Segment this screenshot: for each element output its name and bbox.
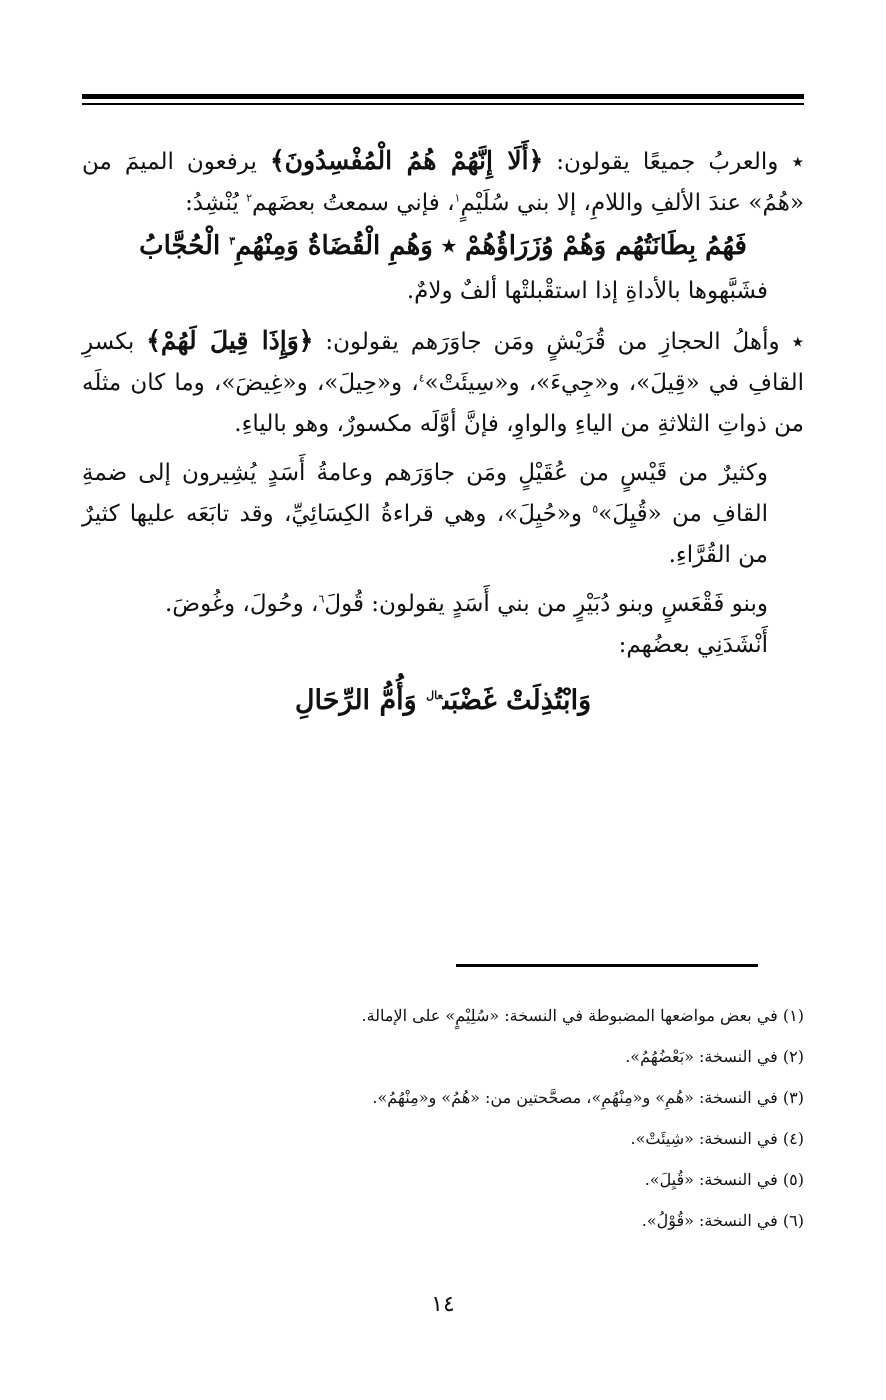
footnote-ref-4[interactable]: ٤	[418, 371, 425, 385]
verse-text: وَابْتُذِلَتْ غَضْبَى	[442, 685, 592, 716]
text-span: بكسرِ القافِ في «قِيلَ»، و«جِيءَ»، و«سِيئَتْ»	[82, 329, 804, 396]
footnote-separator	[456, 964, 758, 967]
text-span: وأهلُ الحجازِ من قُرَيْشٍ ومَن جاوَرَهم يقولون:	[313, 329, 792, 355]
poetry-verse-1	[82, 226, 804, 267]
footnote-ref-6[interactable]: ٦	[318, 592, 325, 606]
footnote-ref-5[interactable]: ٥	[592, 502, 599, 516]
paragraph-2: فشَبَّهوها بالأداةِ إذا استقْبلتْها ألفٌ ولامٌ.	[406, 278, 768, 304]
footnote-6: (٦) في النسخة: «قُوْلُ».	[641, 1211, 804, 1230]
footnote-1: (١) في بعض مواضعها المضبوطة في النسخة: «سُلِيْمٍ» على الإمالة.	[361, 1006, 804, 1025]
footnotes-section	[82, 995, 804, 1241]
text-span: وكثيرٌ من قَيْسٍ من عُقَيْلٍ ومَن جاوَرَهم وعامةُ أَسَدٍ يُشِيرون إلى ضمةِ القافِ من «قُيِلَ»	[82, 460, 768, 527]
paragraph-6: أَنْشَدَنِي بعضُهم:	[618, 632, 768, 658]
verse-marginal-note: عال	[426, 689, 443, 702]
footnote-4: (٤) في النسخة: «شِيئَتْ».	[630, 1129, 804, 1148]
text-span: يرفعون الميمَ من «هُمُ» عندَ الألفِ واللامِ، إلا بني سُلَيْمٍ	[82, 149, 804, 216]
quran-quote: ﴿وَإِذَا قِيلَ لَهُمْ﴾	[146, 326, 314, 355]
text-span: و«حُيِلَ»، وهي قراءةُ الكِسَائِيِّ، وقد تابَعَه عليها كثيرٌ من القُرَّاءِ.	[82, 501, 768, 568]
main-text	[82, 140, 804, 721]
footnote-ref-1[interactable]: ١	[454, 191, 461, 205]
star-marker: ٭	[791, 149, 804, 175]
text-span: يُنْشِدُ:	[185, 190, 247, 216]
footnote-2: (٢) في النسخة: «بَعْضُهُمُ».	[625, 1047, 804, 1066]
poetry-verse-2	[82, 680, 804, 721]
footnote-ref-3[interactable]: ٣	[229, 234, 236, 248]
text-span: والعربُ جميعًا يقولون:	[543, 149, 792, 175]
star-marker: ٭	[791, 329, 805, 355]
text-span: وبنو فَقْعَسٍ وبنو دُبَيْرٍ من بني أَسَدٍ يقولون: قُولَ	[324, 591, 768, 617]
header-rule-thick	[82, 94, 804, 99]
paragraph-1	[82, 140, 804, 224]
footnote-5: (٥) في النسخة: «قُيِلَ».	[644, 1170, 804, 1189]
paragraph-4	[82, 453, 804, 576]
footnote-3: (٣) في النسخة: «هُمِ» و«مِنْهُمِ»، مصحَّحتين من: «هُمُ» و«مِنْهُمُ».	[372, 1088, 804, 1107]
text-span: ، و«حِيلَ»، و«غِيضَ»، وما كان مثلَه من ذواتِ الثلاثةِ من الياءِ والواوِ، فإنَّ أوَّلَه مكسورٌ، وهو بالياءِ.	[82, 370, 804, 437]
text-span: ، وحُولَ، وغُوضَ.	[164, 591, 319, 617]
quran-quote: ﴿أَلَا إِنَّهُمْ هُمُ الْمُفْسِدُونَ﴾	[269, 146, 544, 175]
page-number: ١٤	[431, 1292, 455, 1317]
verse-text: فَهُمُ بِطَانَتُهُم وَهُمْ وُزَرَاؤُهُمْ ٭ وَهُمِ الْقُضَاةُ وَمِنْهُمِ	[235, 231, 747, 261]
header-rule-thin	[82, 103, 804, 105]
text-span: ، فإني سمعتُ بعضَهم	[251, 190, 455, 216]
footnote-ref-2[interactable]: ٢	[246, 191, 252, 205]
verse-text: وَأُمُّ الرِّحَالِ	[294, 685, 427, 716]
paragraph-5	[82, 584, 804, 625]
paragraph-3	[82, 320, 804, 445]
verse-text: الْحُجَّابُ	[139, 231, 230, 261]
